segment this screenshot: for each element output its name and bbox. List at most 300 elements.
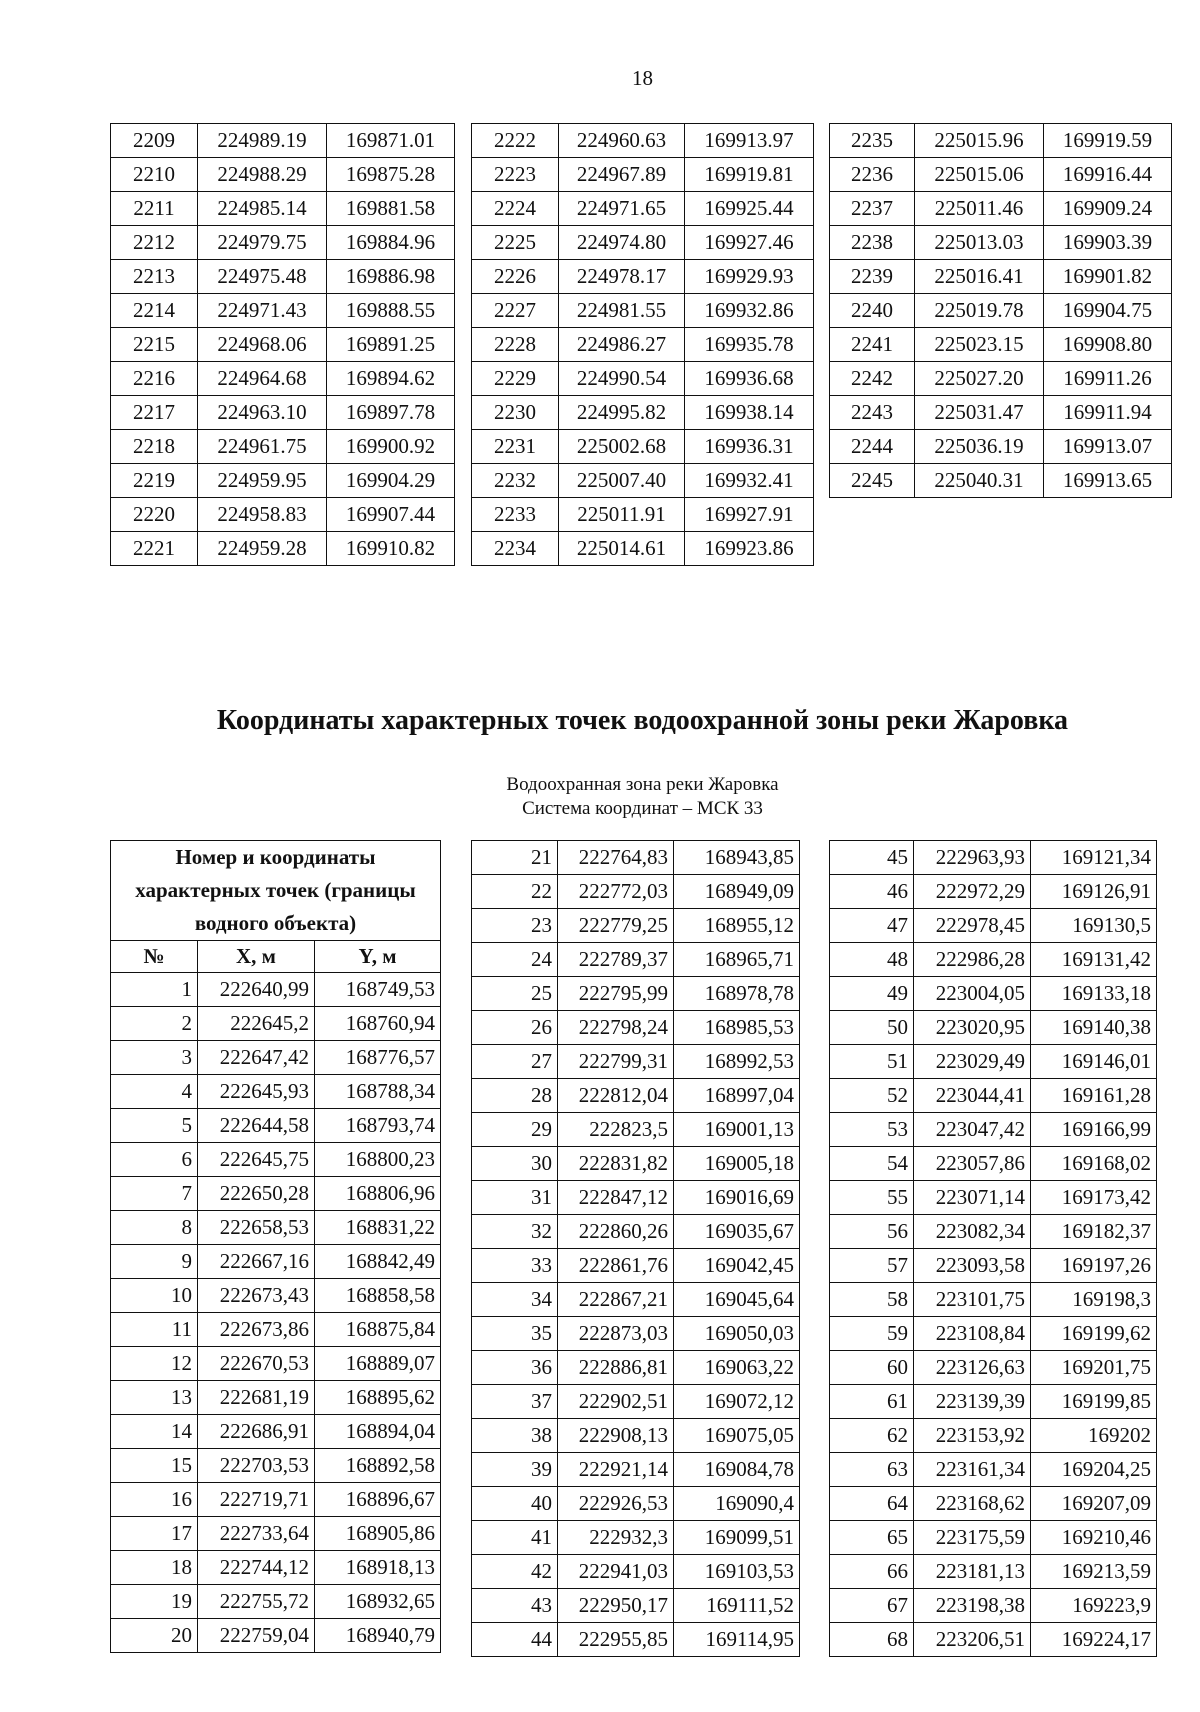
x-coord-cell: 222645,75 <box>198 1143 315 1177</box>
table-row <box>472 1623 800 1657</box>
table-row <box>472 1555 800 1589</box>
point-number-cell: 2220 <box>111 498 198 532</box>
x-coord-cell: 223047,42 <box>914 1113 1031 1147</box>
y-coord-cell: 169050,03 <box>674 1317 800 1351</box>
y-coord-cell: 168892,58 <box>315 1449 441 1483</box>
y-coord-cell: 168800,23 <box>315 1143 441 1177</box>
y-coord-cell: 169929.93 <box>685 260 814 294</box>
y-coord-cell: 169182,37 <box>1031 1215 1157 1249</box>
section-title: Координаты характерных точек водоохранной зоны реки Жаровка <box>216 705 1069 736</box>
point-number-cell: 2231 <box>472 430 559 464</box>
x-coord-cell: 222950,17 <box>558 1589 674 1623</box>
point-number-cell: 20 <box>111 1619 198 1653</box>
y-coord-cell: 169927.91 <box>685 498 814 532</box>
y-coord-cell: 168932,65 <box>315 1585 441 1619</box>
x-coord-cell: 223139,39 <box>914 1385 1031 1419</box>
point-number-cell: 58 <box>830 1283 914 1317</box>
point-number-cell: 50 <box>830 1011 914 1045</box>
point-number-cell: 32 <box>472 1215 558 1249</box>
table-row <box>830 294 1172 328</box>
point-number-cell: 2243 <box>830 396 915 430</box>
x-coord-cell: 225016.41 <box>915 260 1044 294</box>
x-coord-cell: 224989.19 <box>198 124 327 158</box>
point-number-cell: 51 <box>830 1045 914 1079</box>
x-coord-cell: 222733,64 <box>198 1517 315 1551</box>
point-number-cell: 66 <box>830 1555 914 1589</box>
table-row <box>472 498 814 532</box>
x-coord-cell: 222759,04 <box>198 1619 315 1653</box>
y-coord-cell: 169875.28 <box>327 158 455 192</box>
y-coord-cell: 169923.86 <box>685 532 814 566</box>
point-number-cell: 2233 <box>472 498 559 532</box>
x-coord-cell: 225040.31 <box>915 464 1044 498</box>
x-coord-cell: 222867,21 <box>558 1283 674 1317</box>
x-coord-cell: 223057,86 <box>914 1147 1031 1181</box>
x-coord-cell: 222886,81 <box>558 1351 674 1385</box>
y-coord-cell: 169197,26 <box>1031 1249 1157 1283</box>
table-row <box>472 192 814 226</box>
x-coord-cell: 225023.15 <box>915 328 1044 362</box>
point-number-cell: 11 <box>111 1313 198 1347</box>
point-number-cell: 57 <box>830 1249 914 1283</box>
y-coord-cell: 169911.94 <box>1044 396 1172 430</box>
point-number-cell: 2216 <box>111 362 198 396</box>
point-number-cell: 2219 <box>111 464 198 498</box>
point-number-cell: 43 <box>472 1589 558 1623</box>
table-row <box>472 1487 800 1521</box>
point-number-cell: 15 <box>111 1449 198 1483</box>
table-row <box>830 1045 1157 1079</box>
table-row <box>472 909 800 943</box>
y-coord-cell: 168918,13 <box>315 1551 441 1585</box>
x-coord-cell: 223071,14 <box>914 1181 1031 1215</box>
point-number-cell: 23 <box>472 909 558 943</box>
table-row <box>111 328 455 362</box>
point-number-cell: 8 <box>111 1211 198 1245</box>
y-coord-cell: 169911.26 <box>1044 362 1172 396</box>
x-coord-cell: 224958.83 <box>198 498 327 532</box>
table-row <box>111 1177 441 1211</box>
table-row <box>111 1415 441 1449</box>
table-row <box>472 260 814 294</box>
x-coord-cell: 224978.17 <box>559 260 685 294</box>
table-row <box>472 1181 800 1215</box>
x-coord-cell: 223153,92 <box>914 1419 1031 1453</box>
y-coord-cell: 169103,53 <box>674 1555 800 1589</box>
x-coord-cell: 222681,19 <box>198 1381 315 1415</box>
table-row <box>472 1249 800 1283</box>
y-coord-cell: 169090,4 <box>674 1487 800 1521</box>
y-coord-cell: 168985,53 <box>674 1011 800 1045</box>
section-subtitle <box>0 773 1200 821</box>
y-coord-cell: 169063,22 <box>674 1351 800 1385</box>
y-coord-cell: 169907.44 <box>327 498 455 532</box>
point-number-cell: 18 <box>111 1551 198 1585</box>
y-coord-cell: 169075,05 <box>674 1419 800 1453</box>
point-number-cell: 67 <box>830 1589 914 1623</box>
point-number-cell: 48 <box>830 943 914 977</box>
x-coord-cell: 224990.54 <box>559 362 685 396</box>
table-row <box>111 1585 441 1619</box>
y-coord-cell: 169173,42 <box>1031 1181 1157 1215</box>
x-coord-cell: 222978,45 <box>914 909 1031 943</box>
table-row <box>111 1483 441 1517</box>
table-row <box>111 1007 441 1041</box>
point-number-cell: 2221 <box>111 532 198 566</box>
point-number-cell: 65 <box>830 1521 914 1555</box>
table-row <box>111 1517 441 1551</box>
x-coord-cell: 225027.20 <box>915 362 1044 396</box>
x-coord-cell: 222650,28 <box>198 1177 315 1211</box>
y-coord-cell: 168894,04 <box>315 1415 441 1449</box>
point-number-cell: 53 <box>830 1113 914 1147</box>
table-row <box>830 1079 1157 1113</box>
y-coord-cell: 168793,74 <box>315 1109 441 1143</box>
table-row <box>830 909 1157 943</box>
table-row <box>472 294 814 328</box>
x-coord-cell: 222986,28 <box>914 943 1031 977</box>
point-number-cell: 2210 <box>111 158 198 192</box>
y-coord-cell: 169126,91 <box>1031 875 1157 909</box>
x-coord-cell: 223101,75 <box>914 1283 1031 1317</box>
x-coord-cell: 223093,58 <box>914 1249 1031 1283</box>
x-coord-cell: 224975.48 <box>198 260 327 294</box>
point-number-cell: 68 <box>830 1623 914 1657</box>
table-row <box>830 1385 1157 1419</box>
x-coord-cell: 222673,43 <box>198 1279 315 1313</box>
y-coord-cell: 169168,02 <box>1031 1147 1157 1181</box>
x-coord-cell: 222755,72 <box>198 1585 315 1619</box>
point-number-cell: 38 <box>472 1419 558 1453</box>
table-row <box>830 1317 1157 1351</box>
y-coord-cell: 169035,67 <box>674 1215 800 1249</box>
y-coord-cell: 168858,58 <box>315 1279 441 1313</box>
y-coord-cell: 169111,52 <box>674 1589 800 1623</box>
y-coord-cell: 169114,95 <box>674 1623 800 1657</box>
x-coord-cell: 225011.91 <box>559 498 685 532</box>
point-number-cell: 61 <box>830 1385 914 1419</box>
x-coord-cell: 222789,37 <box>558 943 674 977</box>
x-coord-cell: 224964.68 <box>198 362 327 396</box>
y-coord-cell: 169133,18 <box>1031 977 1157 1011</box>
point-number-cell: 16 <box>111 1483 198 1517</box>
y-coord-cell: 169919.81 <box>685 158 814 192</box>
table-row <box>830 943 1157 977</box>
x-coord-cell: 224988.29 <box>198 158 327 192</box>
point-number-cell: 2225 <box>472 226 559 260</box>
table-row <box>472 1147 800 1181</box>
y-coord-cell: 168749,53 <box>315 973 441 1007</box>
x-coord-cell: 224986.27 <box>559 328 685 362</box>
table-row <box>111 1449 441 1483</box>
table-row <box>111 1211 441 1245</box>
point-number-cell: 2245 <box>830 464 915 498</box>
table-row <box>111 498 455 532</box>
y-coord-cell: 168992,53 <box>674 1045 800 1079</box>
coord-table-top-1 <box>110 123 455 566</box>
table-row <box>472 1351 800 1385</box>
point-number-cell: 28 <box>472 1079 558 1113</box>
table-row <box>830 1181 1157 1215</box>
table-row <box>111 1381 441 1415</box>
point-number-cell: 26 <box>472 1011 558 1045</box>
x-coord-cell: 223020,95 <box>914 1011 1031 1045</box>
y-coord-cell: 169199,62 <box>1031 1317 1157 1351</box>
y-coord-cell: 169121,34 <box>1031 841 1157 875</box>
point-number-cell: 63 <box>830 1453 914 1487</box>
x-coord-cell: 222873,03 <box>558 1317 674 1351</box>
x-coord-cell: 222673,86 <box>198 1313 315 1347</box>
table-row <box>830 1351 1157 1385</box>
point-number-cell: 27 <box>472 1045 558 1079</box>
table-row <box>111 1551 441 1585</box>
y-coord-cell: 169161,28 <box>1031 1079 1157 1113</box>
x-coord-cell: 222812,04 <box>558 1079 674 1113</box>
y-coord-cell: 169099,51 <box>674 1521 800 1555</box>
x-coord-cell: 225031.47 <box>915 396 1044 430</box>
table-row <box>830 226 1172 260</box>
x-coord-cell: 225036.19 <box>915 430 1044 464</box>
y-coord-cell: 169936.68 <box>685 362 814 396</box>
table-row <box>830 1011 1157 1045</box>
y-coord-cell: 169223,9 <box>1031 1589 1157 1623</box>
coord-table-bottom-2 <box>471 840 800 1657</box>
point-number-cell: 30 <box>472 1147 558 1181</box>
point-number-cell: 2242 <box>830 362 915 396</box>
x-coord-cell: 222860,26 <box>558 1215 674 1249</box>
table-row <box>111 1143 441 1177</box>
table-row <box>830 192 1172 226</box>
y-coord-cell: 168949,09 <box>674 875 800 909</box>
point-number-cell: 2237 <box>830 192 915 226</box>
point-number-cell: 44 <box>472 1623 558 1657</box>
x-coord-cell: 224971.65 <box>559 192 685 226</box>
table-row <box>830 1283 1157 1317</box>
y-coord-cell: 169910.82 <box>327 532 455 566</box>
y-coord-cell: 169901.82 <box>1044 260 1172 294</box>
y-coord-cell: 169202 <box>1031 1419 1157 1453</box>
coord-table-top-2 <box>471 123 814 566</box>
y-coord-cell: 169213,59 <box>1031 1555 1157 1589</box>
table-row <box>830 1147 1157 1181</box>
point-number-cell: 7 <box>111 1177 198 1211</box>
point-number-cell: 2214 <box>111 294 198 328</box>
x-coord-cell: 225007.40 <box>559 464 685 498</box>
y-coord-cell: 169016,69 <box>674 1181 800 1215</box>
y-coord-cell: 169900.92 <box>327 430 455 464</box>
point-number-cell: 2222 <box>472 124 559 158</box>
y-coord-cell: 168788,34 <box>315 1075 441 1109</box>
x-coord-cell: 224995.82 <box>559 396 685 430</box>
col-header-y: Y, м <box>315 941 441 973</box>
point-number-cell: 36 <box>472 1351 558 1385</box>
table-row <box>830 1453 1157 1487</box>
point-number-cell: 4 <box>111 1075 198 1109</box>
y-coord-cell: 168943,85 <box>674 841 800 875</box>
y-coord-cell: 169927.46 <box>685 226 814 260</box>
x-coord-cell: 223175,59 <box>914 1521 1031 1555</box>
x-coord-cell: 224985.14 <box>198 192 327 226</box>
x-coord-cell: 222799,31 <box>558 1045 674 1079</box>
table-row <box>472 328 814 362</box>
y-coord-cell: 169084,78 <box>674 1453 800 1487</box>
y-coord-cell: 169913.07 <box>1044 430 1172 464</box>
point-number-cell: 2215 <box>111 328 198 362</box>
x-coord-cell: 222932,3 <box>558 1521 674 1555</box>
point-number-cell: 2230 <box>472 396 559 430</box>
table-row <box>830 1249 1157 1283</box>
y-coord-cell: 168831,22 <box>315 1211 441 1245</box>
table-row <box>472 532 814 566</box>
point-number-cell: 2212 <box>111 226 198 260</box>
point-number-cell: 29 <box>472 1113 558 1147</box>
y-coord-cell: 169207,09 <box>1031 1487 1157 1521</box>
point-number-cell: 45 <box>830 841 914 875</box>
y-coord-cell: 169903.39 <box>1044 226 1172 260</box>
y-coord-cell: 169904.75 <box>1044 294 1172 328</box>
x-coord-cell: 222823,5 <box>558 1113 674 1147</box>
table-row <box>830 875 1157 909</box>
y-coord-cell: 169042,45 <box>674 1249 800 1283</box>
point-number-cell: 2224 <box>472 192 559 226</box>
table-row <box>111 1347 441 1381</box>
y-coord-cell: 169001,13 <box>674 1113 800 1147</box>
x-coord-cell: 223206,51 <box>914 1623 1031 1657</box>
subtitle-crs: Система координат – МСК 33 <box>522 798 763 819</box>
point-number-cell: 2238 <box>830 226 915 260</box>
x-coord-cell: 224963.10 <box>198 396 327 430</box>
y-coord-cell: 169884.96 <box>327 226 455 260</box>
point-number-cell: 9 <box>111 1245 198 1279</box>
table-row <box>830 1215 1157 1249</box>
x-coord-cell: 223168,62 <box>914 1487 1031 1521</box>
table-row <box>472 1317 800 1351</box>
point-number-cell: 3 <box>111 1041 198 1075</box>
y-coord-cell: 168955,12 <box>674 909 800 943</box>
point-number-cell: 5 <box>111 1109 198 1143</box>
table-row <box>111 294 455 328</box>
point-number-cell: 12 <box>111 1347 198 1381</box>
y-coord-cell: 169891.25 <box>327 328 455 362</box>
x-coord-cell: 224959.28 <box>198 532 327 566</box>
point-number-cell: 39 <box>472 1453 558 1487</box>
table-row <box>830 158 1172 192</box>
x-coord-cell: 222955,85 <box>558 1623 674 1657</box>
table-row <box>830 1487 1157 1521</box>
y-coord-cell: 169904.29 <box>327 464 455 498</box>
y-coord-cell: 169935.78 <box>685 328 814 362</box>
x-coord-cell: 225014.61 <box>559 532 685 566</box>
table-row <box>472 875 800 909</box>
table-row <box>472 1011 800 1045</box>
y-coord-cell: 169913.97 <box>685 124 814 158</box>
coord-table-top-3 <box>829 123 1172 498</box>
table-row <box>472 158 814 192</box>
table-row <box>111 532 455 566</box>
table-row <box>472 226 814 260</box>
table-row <box>472 430 814 464</box>
point-number-cell: 2218 <box>111 430 198 464</box>
table-row <box>472 396 814 430</box>
point-number-cell: 46 <box>830 875 914 909</box>
x-coord-cell: 224974.80 <box>559 226 685 260</box>
point-number-cell: 2236 <box>830 158 915 192</box>
x-coord-cell: 222645,93 <box>198 1075 315 1109</box>
coord-table-bottom-1 <box>110 840 441 1653</box>
table-row <box>111 430 455 464</box>
point-number-cell: 19 <box>111 1585 198 1619</box>
col-header-x: X, м <box>198 941 315 973</box>
point-number-cell: 35 <box>472 1317 558 1351</box>
table-row <box>111 192 455 226</box>
page-number: 18 <box>632 66 653 90</box>
y-coord-cell: 169198,3 <box>1031 1283 1157 1317</box>
y-coord-cell: 169005,18 <box>674 1147 800 1181</box>
x-coord-cell: 222795,99 <box>558 977 674 1011</box>
x-coord-cell: 224959.95 <box>198 464 327 498</box>
y-coord-cell: 168965,71 <box>674 943 800 977</box>
x-coord-cell: 224971.43 <box>198 294 327 328</box>
point-number-cell: 1 <box>111 973 198 1007</box>
x-coord-cell: 222686,91 <box>198 1415 315 1449</box>
point-number-cell: 2223 <box>472 158 559 192</box>
table-row <box>472 977 800 1011</box>
x-coord-cell: 223082,34 <box>914 1215 1031 1249</box>
table-row <box>111 1313 441 1347</box>
point-number-cell: 2232 <box>472 464 559 498</box>
table-row <box>472 1283 800 1317</box>
x-coord-cell: 222658,53 <box>198 1211 315 1245</box>
y-coord-cell: 169204,25 <box>1031 1453 1157 1487</box>
table-row <box>830 396 1172 430</box>
y-coord-cell: 168889,07 <box>315 1347 441 1381</box>
x-coord-cell: 223004,05 <box>914 977 1031 1011</box>
x-coord-cell: 222847,12 <box>558 1181 674 1215</box>
point-number-cell: 22 <box>472 875 558 909</box>
y-coord-cell: 169916.44 <box>1044 158 1172 192</box>
point-number-cell: 2244 <box>830 430 915 464</box>
table-row <box>111 973 441 1007</box>
y-coord-cell: 169072,12 <box>674 1385 800 1419</box>
table-row <box>111 362 455 396</box>
point-number-cell: 2235 <box>830 124 915 158</box>
table-row <box>472 362 814 396</box>
table-row <box>830 1589 1157 1623</box>
point-number-cell: 2234 <box>472 532 559 566</box>
table-row <box>830 260 1172 294</box>
point-number-cell: 2226 <box>472 260 559 294</box>
table-row <box>111 1041 441 1075</box>
y-coord-cell: 168842,49 <box>315 1245 441 1279</box>
x-coord-cell: 223029,49 <box>914 1045 1031 1079</box>
x-coord-cell: 222921,14 <box>558 1453 674 1487</box>
table-row <box>472 1045 800 1079</box>
x-coord-cell: 222963,93 <box>914 841 1031 875</box>
table-header-main: Номер и координаты характерных точек (границы водного объекта) <box>111 841 441 941</box>
y-coord-cell: 169886.98 <box>327 260 455 294</box>
table-row <box>472 841 800 875</box>
point-number-cell: 10 <box>111 1279 198 1313</box>
point-number-cell: 25 <box>472 977 558 1011</box>
point-number-cell: 62 <box>830 1419 914 1453</box>
table-row <box>111 396 455 430</box>
point-number-cell: 54 <box>830 1147 914 1181</box>
point-number-cell: 59 <box>830 1317 914 1351</box>
table-row <box>830 1113 1157 1147</box>
point-number-cell: 37 <box>472 1385 558 1419</box>
x-coord-cell: 224968.06 <box>198 328 327 362</box>
y-coord-cell: 169925.44 <box>685 192 814 226</box>
